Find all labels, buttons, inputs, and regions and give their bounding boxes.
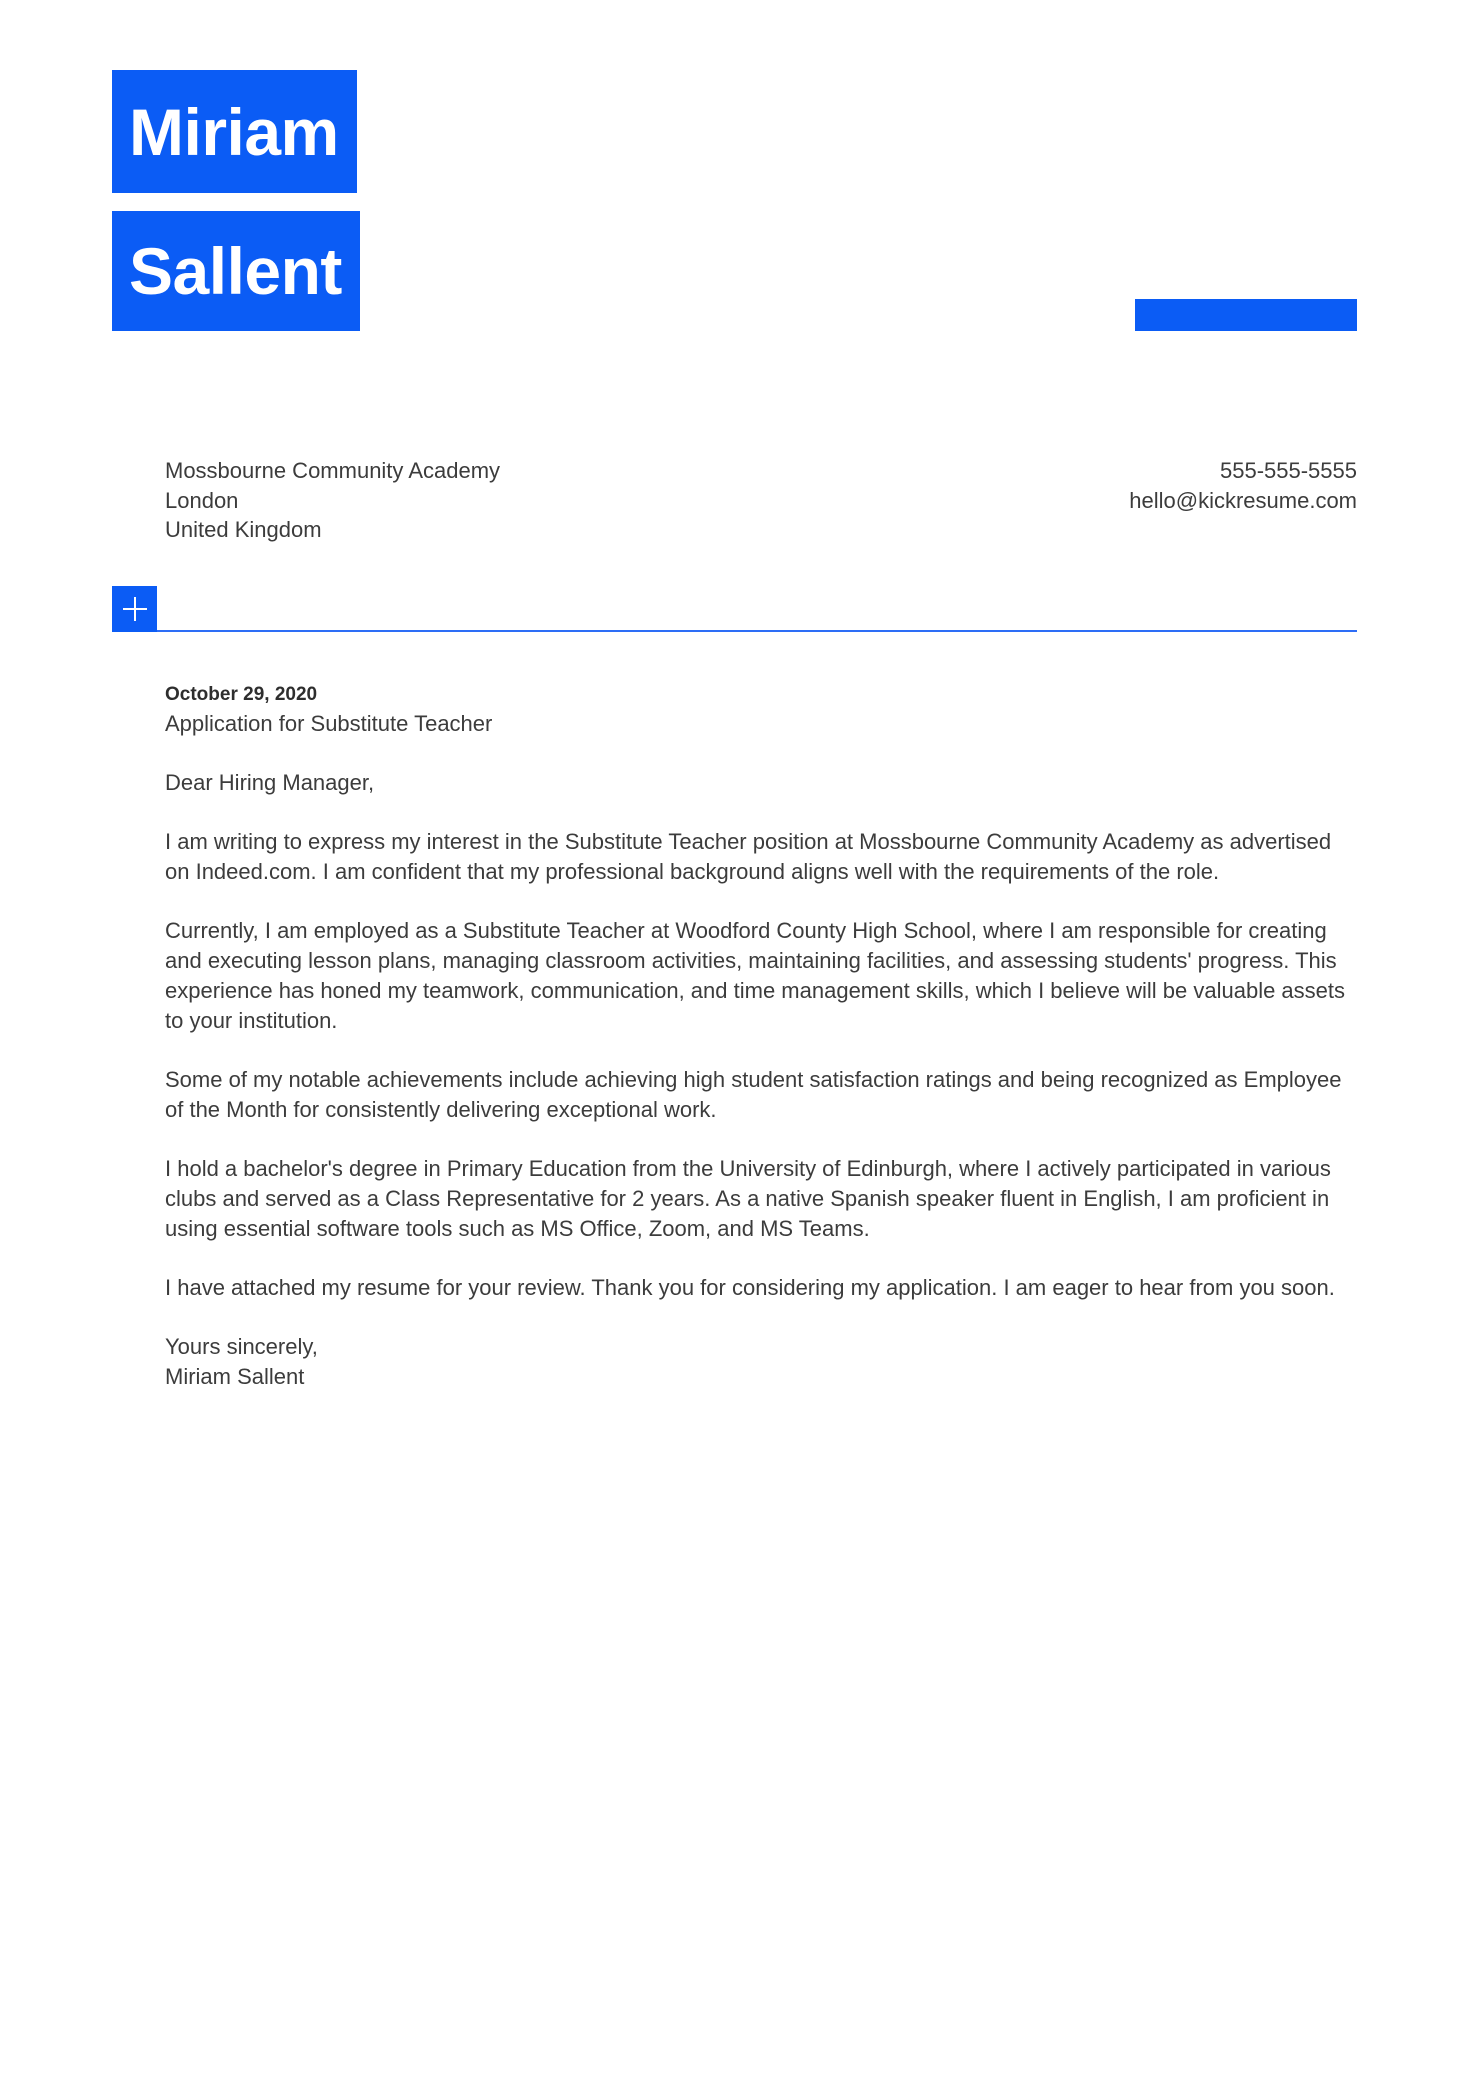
contact-section xyxy=(165,456,1357,545)
letter-paragraph: I hold a bachelor's degree in Primary Education from the University of Edinburgh, where I actively participated in various clubs and served as a Class Representative for 2 years. As a native Spanish speaker fluent in English, I am proficient in using essential software tools such as MS Office, Zoom, and MS Teams. xyxy=(165,1156,1331,1241)
first-name-text: Miriam xyxy=(129,94,339,169)
letter-closing: Yours sincerely, xyxy=(165,1334,318,1359)
sender-email[interactable]: hello@kickresume.com xyxy=(1129,487,1357,513)
recipient-organization: Mossbourne Community Academy xyxy=(165,458,501,483)
section-divider xyxy=(112,586,1357,634)
letter-paragraph: Currently, I am employed as a Substitute Teacher at Woodford County High School, where I am responsible for creating and executing lesson plans, managing classroom activities, maintaining facilities, and assessing students' progress. This experience has honed my teamwork, communication, and time management skills, which I believe will be valuable assets to your institution. xyxy=(165,918,1346,1033)
divider-line xyxy=(157,630,1357,632)
letter-body xyxy=(165,682,1357,1392)
letter-paragraph: Some of my notable achievements include achieving high student satisfaction ratings and being recognized as Employee of the Month for consistently delivering exceptional work. xyxy=(165,1067,1342,1122)
sender-contact xyxy=(1129,456,1357,515)
plus-icon xyxy=(112,586,157,632)
recipient-country: United Kingdom xyxy=(165,517,322,542)
last-name-text: Sallent xyxy=(129,234,342,308)
letter-date: October 29, 2020 xyxy=(165,684,318,705)
letter-signature-name: Miriam Sallent xyxy=(165,1364,305,1389)
letter-paragraph: I have attached my resume for your review. Thank you for considering my application. I am eager to hear from you soon. xyxy=(165,1275,1335,1300)
letter-paragraph: I am writing to express my interest in the Substitute Teacher position at Mossbourne Community Academy as advertised on Indeed.com. I am confident that my professional background aligns well with the requirements of the role. xyxy=(165,829,1332,884)
last-name-block xyxy=(112,211,360,331)
letter-signoff xyxy=(165,1332,1357,1392)
letter-salutation: Dear Hiring Manager, xyxy=(165,770,375,795)
recipient-address xyxy=(165,456,500,545)
accent-bar xyxy=(1135,299,1357,331)
first-name-block xyxy=(112,70,357,193)
letter-subject: Application for Substitute Teacher xyxy=(165,711,493,736)
sender-phone: 555-555-5555 xyxy=(1219,458,1357,483)
recipient-city: London xyxy=(165,487,239,513)
